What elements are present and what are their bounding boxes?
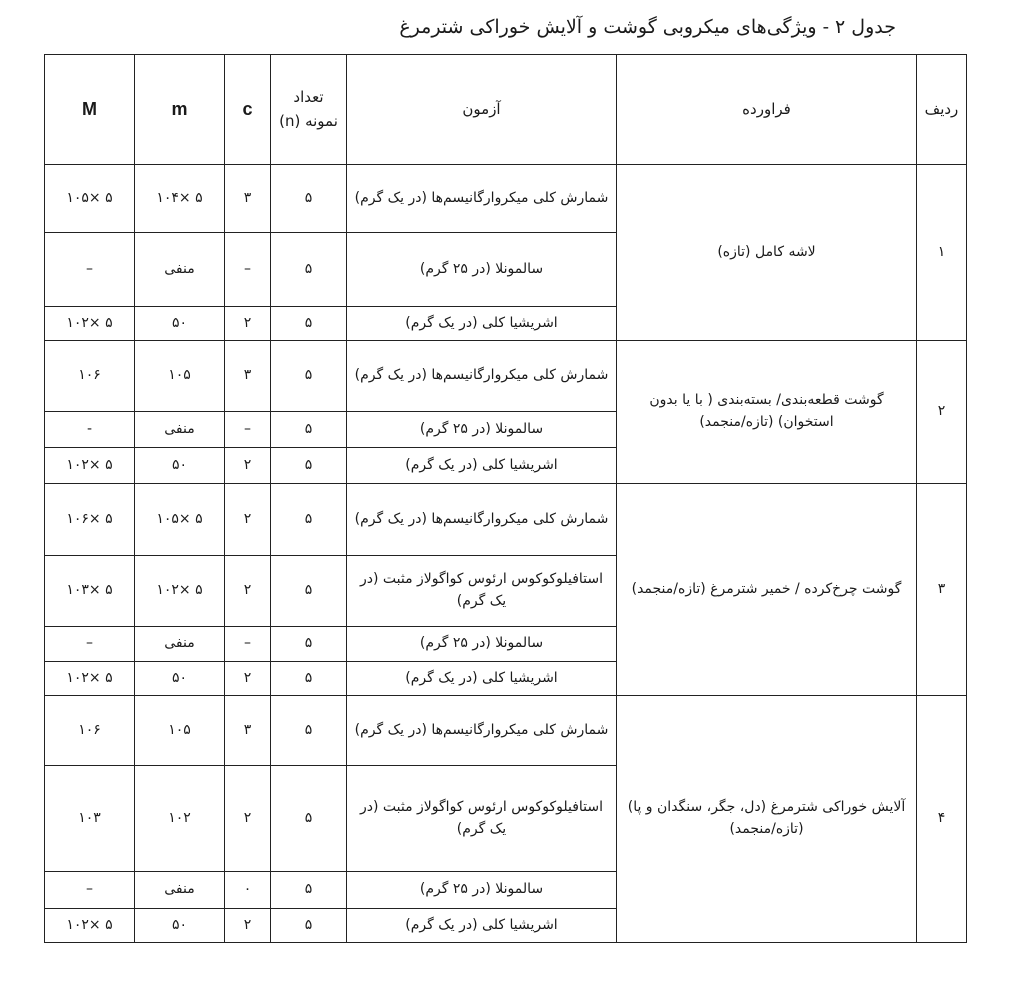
cell-c: ۳ bbox=[225, 165, 271, 233]
product-name: لاشه کامل (تازه) bbox=[617, 165, 917, 341]
cell-n: ۵ bbox=[271, 662, 347, 696]
cell-M: ۵ ×۱۰۵ bbox=[45, 165, 135, 233]
table-row bbox=[45, 165, 967, 233]
cell-m: ۵۰ bbox=[135, 662, 225, 696]
cell-n: ۵ bbox=[271, 448, 347, 484]
cell-m: منفی bbox=[135, 627, 225, 662]
cell-M: ۱۰۶ bbox=[45, 341, 135, 412]
cell-M: ۵ ×۱۰۲ bbox=[45, 307, 135, 341]
cell-n: ۵ bbox=[271, 307, 347, 341]
cell-M: ۵ ×۱۰۳ bbox=[45, 556, 135, 627]
cell-M: - bbox=[45, 412, 135, 448]
test-name: شمارش کلی میکروارگانیسم‌ها (در یک گرم) bbox=[347, 165, 617, 233]
test-name: شمارش کلی میکروارگانیسم‌ها (در یک گرم) bbox=[347, 341, 617, 412]
cell-c: ۲ bbox=[225, 662, 271, 696]
table-row bbox=[45, 484, 967, 556]
row-number: ۲ bbox=[917, 341, 967, 484]
cell-c: ۰ bbox=[225, 872, 271, 909]
cell-M: ۱۰۶ bbox=[45, 696, 135, 766]
cell-n: ۵ bbox=[271, 484, 347, 556]
cell-n: ۵ bbox=[271, 165, 347, 233]
cell-n: ۵ bbox=[271, 556, 347, 627]
cell-m: ۱۰۵ bbox=[135, 696, 225, 766]
cell-c: ۲ bbox=[225, 766, 271, 872]
test-name: اشریشیا کلی (در یک گرم) bbox=[347, 307, 617, 341]
cell-M: – bbox=[45, 233, 135, 307]
cell-m: منفی bbox=[135, 872, 225, 909]
table-caption: جدول ۲ - ویژگی‌های میکروبی گوشت و آلایش خوراکی شترمرغ bbox=[399, 16, 896, 38]
row-number: ۱ bbox=[917, 165, 967, 341]
cell-m: ۱۰۵ bbox=[135, 341, 225, 412]
product-name: گوشت چرخ‌کرده / خمیر شترمرغ (تازه/منجمد) bbox=[617, 484, 917, 696]
cell-n: ۵ bbox=[271, 627, 347, 662]
cell-M: ۵ ×۱۰۲ bbox=[45, 448, 135, 484]
test-name: سالمونلا (در ۲۵ گرم) bbox=[347, 872, 617, 909]
cell-c: ۲ bbox=[225, 909, 271, 943]
cell-n: ۵ bbox=[271, 696, 347, 766]
test-name: شمارش کلی میکروارگانیسم‌ها (در یک گرم) bbox=[347, 696, 617, 766]
row-number: ۴ bbox=[917, 696, 967, 943]
test-name: اشریشیا کلی (در یک گرم) bbox=[347, 662, 617, 696]
test-name: اشریشیا کلی (در یک گرم) bbox=[347, 448, 617, 484]
cell-c: – bbox=[225, 412, 271, 448]
cell-c: ۳ bbox=[225, 696, 271, 766]
test-name: سالمونلا (در ۲۵ گرم) bbox=[347, 412, 617, 448]
cell-m: منفی bbox=[135, 412, 225, 448]
cell-m: منفی bbox=[135, 233, 225, 307]
cell-m: ۵ ×۱۰۴ bbox=[135, 165, 225, 233]
cell-c: ۲ bbox=[225, 556, 271, 627]
header-m: m bbox=[135, 55, 225, 165]
cell-M: ۵ ×۱۰۲ bbox=[45, 909, 135, 943]
test-name: استافیلوکوکوس ارئوس کواگولاز مثبت (در یک گرم) bbox=[347, 766, 617, 872]
header-row-number: ردیف bbox=[917, 55, 967, 165]
header-product: فراورده bbox=[617, 55, 917, 165]
header-M: M bbox=[45, 55, 135, 165]
cell-m: ۱۰۲ bbox=[135, 766, 225, 872]
test-name: استافیلوکوکوس ارئوس کواگولاز مثبت (در یک گرم) bbox=[347, 556, 617, 627]
test-name: سالمونلا (در ۲۵ گرم) bbox=[347, 233, 617, 307]
cell-m: ۵۰ bbox=[135, 448, 225, 484]
cell-c: – bbox=[225, 233, 271, 307]
cell-m: ۵۰ bbox=[135, 307, 225, 341]
cell-M: ۵ ×۱۰۲ bbox=[45, 662, 135, 696]
cell-c: ۳ bbox=[225, 341, 271, 412]
cell-m: ۵۰ bbox=[135, 909, 225, 943]
cell-n: ۵ bbox=[271, 872, 347, 909]
cell-c: ۲ bbox=[225, 448, 271, 484]
header-c: c bbox=[225, 55, 271, 165]
test-name: شمارش کلی میکروارگانیسم‌ها (در یک گرم) bbox=[347, 484, 617, 556]
header-test: آزمون bbox=[347, 55, 617, 165]
test-name: اشریشیا کلی (در یک گرم) bbox=[347, 909, 617, 943]
header-sample-count: تعداد نمونه (n) bbox=[271, 55, 347, 165]
table-row bbox=[45, 341, 967, 412]
cell-c: – bbox=[225, 627, 271, 662]
cell-M: ۵ ×۱۰۶ bbox=[45, 484, 135, 556]
cell-M: – bbox=[45, 872, 135, 909]
microbial-spec-table bbox=[44, 54, 967, 943]
product-name: آلایش خوراکی شترمرغ (دل، جگر، سنگدان و پا) (تازه/منجمد) bbox=[617, 696, 917, 943]
cell-n: ۵ bbox=[271, 412, 347, 448]
cell-n: ۵ bbox=[271, 909, 347, 943]
cell-m: ۵ ×۱۰۲ bbox=[135, 556, 225, 627]
product-name: گوشت قطعه‌بندی/ بسته‌بندی ( با یا بدون استخوان) (تازه/منجمد) bbox=[617, 341, 917, 484]
cell-c: ۲ bbox=[225, 307, 271, 341]
cell-n: ۵ bbox=[271, 766, 347, 872]
table-row bbox=[45, 696, 967, 766]
cell-M: ۱۰۳ bbox=[45, 766, 135, 872]
row-number: ۳ bbox=[917, 484, 967, 696]
cell-n: ۵ bbox=[271, 341, 347, 412]
cell-M: – bbox=[45, 627, 135, 662]
header-row bbox=[45, 55, 967, 165]
test-name: سالمونلا (در ۲۵ گرم) bbox=[347, 627, 617, 662]
cell-n: ۵ bbox=[271, 233, 347, 307]
cell-m: ۵ ×۱۰۵ bbox=[135, 484, 225, 556]
cell-c: ۲ bbox=[225, 484, 271, 556]
